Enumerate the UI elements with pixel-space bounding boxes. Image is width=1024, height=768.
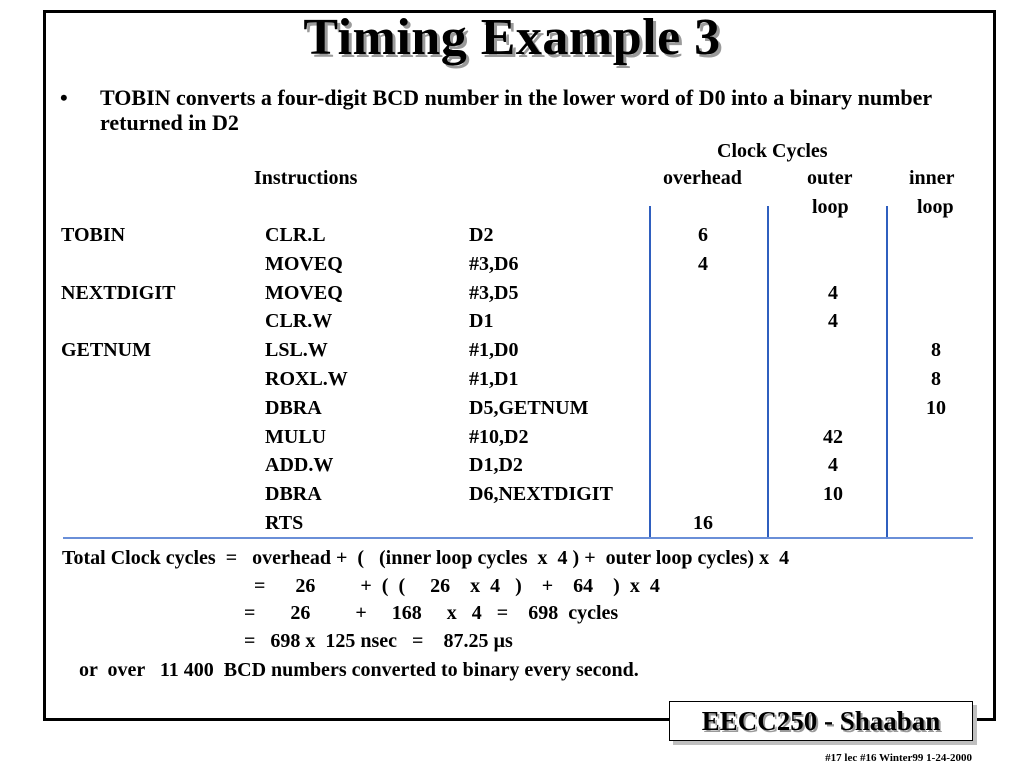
row-inner: 8 [931,368,941,390]
total-line-1: Total Clock cycles = overhead + ( (inner loop cycles x 4 ) + outer loop cycles) x 4 [62,547,790,569]
row-outer: 4 [828,281,838,304]
column-divider-overhead [649,206,651,538]
total-line-4: = 698 x 125 nsec = 87.25 µs [244,630,513,652]
row-opcode: MULU [265,425,327,448]
inner-loop-header: loop [917,196,954,218]
course-badge [669,701,973,741]
slide-title: Timing Example 3 [303,9,721,66]
slide-footer: #17 lec #16 Winter99 1-24-2000 [825,752,972,764]
row-opcode: DBRA [265,483,322,506]
total-line-2: = 26 + ( ( 26 x 4 ) + 64 ) x 4 [254,575,660,597]
column-divider-outer [767,206,769,538]
course-badge-text: EECC250 - Shaaban [701,706,941,736]
row-operand: #1,D1 [469,368,519,390]
row-operand: D2 [469,224,494,246]
total-line-3: = 26 + 168 x 4 = 698 cycles [244,602,619,624]
row-operand: D1,D2 [469,454,523,477]
instructions-header: Instructions [254,167,358,189]
row-opcode: LSL.W [265,339,328,362]
row-opcode: ROXL.W [265,368,348,390]
row-operand: D5,GETNUM [469,396,589,419]
row-outer: 4 [828,454,838,477]
outer-header: outer [807,167,853,189]
row-opcode: DBRA [265,396,322,419]
row-label: TOBIN [61,224,126,246]
row-operand: D6,NEXTDIGIT [469,483,613,506]
bullet-text: TOBIN converts a four-digit BCD number in the lower word of D0 into a binary number returned in D2 [100,85,932,135]
table-bottom-rule [63,537,973,539]
total-line-5: or over 11 400 BCD numbers converted to binary every second. [79,659,639,681]
row-inner: 10 [926,396,946,419]
row-inner: 8 [931,339,941,362]
row-operand: #10,D2 [469,425,529,448]
row-opcode: CLR.W [265,310,333,333]
row-opcode: MOVEQ [265,281,343,304]
row-outer: 10 [823,483,843,506]
row-operand: #3,D6 [469,252,519,275]
row-opcode: CLR.L [265,224,326,246]
row-operand: D1 [469,310,494,333]
row-operand: #3,D5 [469,281,519,304]
row-opcode: ADD.W [265,454,334,477]
row-overhead: 16 [693,512,713,534]
inner-header: inner [909,167,955,189]
row-outer: 4 [828,310,838,333]
row-overhead: 6 [698,224,708,246]
column-divider-inner [886,206,888,538]
row-outer: 42 [823,425,843,448]
row-overhead: 4 [698,252,708,275]
row-opcode: RTS [265,512,304,534]
row-label: GETNUM [61,339,151,362]
row-opcode: MOVEQ [265,252,343,275]
row-operand: #1,D0 [469,339,519,362]
overhead-header: overhead [663,167,742,189]
outer-loop-header: loop [812,196,849,218]
clock-cycles-header: Clock Cycles [717,140,828,162]
bullet-marker: • [60,85,68,110]
row-label: NEXTDIGIT [61,281,176,304]
